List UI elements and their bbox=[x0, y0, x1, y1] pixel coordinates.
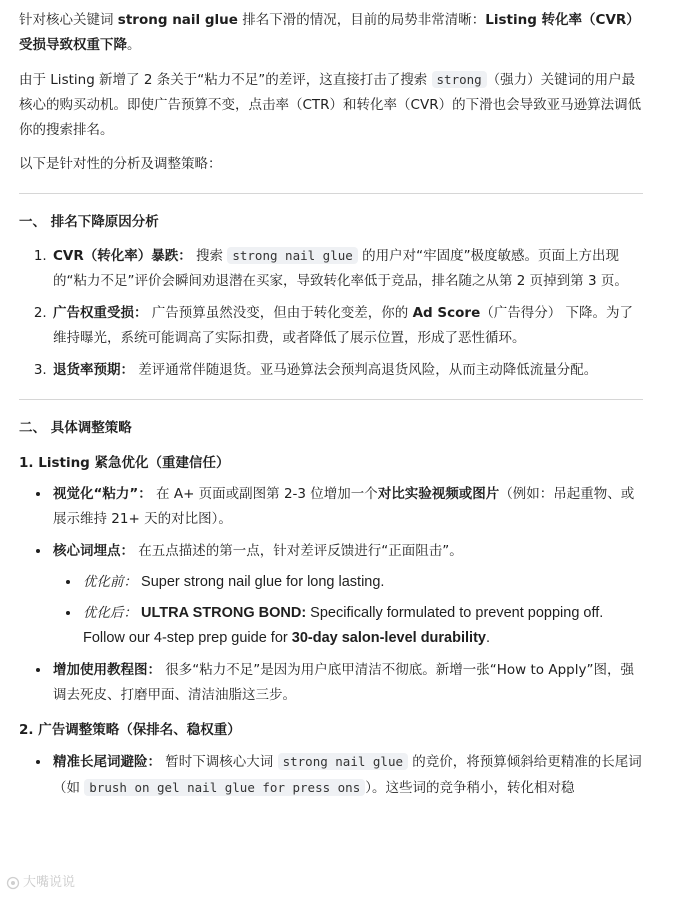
text: 搜索 bbox=[191, 248, 228, 264]
subsection-2-title: 2. 广告调整策略（保排名、稳权重） bbox=[19, 722, 241, 738]
text: 广告预算虽然没变，但由于转化变差，你的 bbox=[147, 305, 413, 321]
list-item bbox=[81, 570, 643, 595]
subsection-2-list bbox=[19, 749, 643, 801]
list-item bbox=[51, 749, 643, 801]
list-item bbox=[81, 601, 643, 651]
inline-code: strong nail glue bbox=[227, 247, 357, 264]
item-bold: ULTRA STRONG BOND: bbox=[137, 605, 307, 621]
text: 的用户对“牢固度”极度敏感。页面上方出现的“粘力不足”评价会瞬间劝退潜在买家，导致转化率低于竞品，排名随之从第 2 页掉到第 3 页。 bbox=[53, 248, 628, 289]
text: （例如：吊起重物、或展示维持 21+ 天的对比图）。 bbox=[53, 486, 635, 527]
watermark bbox=[6, 870, 75, 895]
text: Super strong nail glue for long lasting. bbox=[137, 574, 385, 590]
divider bbox=[19, 193, 643, 194]
document-body bbox=[19, 8, 643, 808]
nested-list bbox=[53, 570, 643, 651]
text: 在五点描述的第一点，针对差评反馈进行“正面阻击”。 bbox=[134, 543, 463, 559]
text: 。 bbox=[127, 37, 141, 53]
list-item bbox=[51, 243, 643, 294]
item-bold: （广告得分） 下降。为了维持曝光，系统可能调高了实际扣费，或者降低了展示位置，形成了恶性循环。 bbox=[53, 305, 634, 346]
item-bold: Ad Score bbox=[412, 305, 481, 321]
item-bold: 精准长尾词避险： bbox=[53, 754, 161, 770]
inline-code: strong bbox=[432, 71, 487, 88]
section-1-list bbox=[19, 243, 643, 383]
section-1-title: 一、 排名下降原因分析 bbox=[19, 214, 159, 230]
section-2-title: 二、 具体调整策略 bbox=[19, 420, 132, 436]
inline-code: strong nail glue bbox=[278, 753, 408, 770]
item-bold: 视觉化“粘力”： bbox=[53, 486, 152, 502]
text: 差评通常伴随退货。亚马逊算法会预判高退货风险，从而主动降低流量分配。 bbox=[134, 362, 598, 378]
text: 的竞价，将预算倾斜给更精准的长尾词（如 bbox=[53, 754, 642, 796]
text: ）。这些词的竞争稍小，转化相对稳 bbox=[365, 780, 575, 796]
text: （强力）关键词的用户最核心的购买动机。即使广告预算不变，点击率（CTR）和转化率（CVR）的下滑也会导致亚马逊算法调低你的搜索排名。 bbox=[19, 72, 642, 138]
watermark-text: 大嘴说说 bbox=[23, 875, 76, 890]
keyword-bold: strong nail glue bbox=[117, 12, 238, 28]
list-item bbox=[51, 539, 643, 651]
intro-paragraph-3: 以下是针对性的分析及调整策略： bbox=[19, 156, 222, 172]
item-bold: 广告权重受损： bbox=[53, 305, 148, 321]
item-bold: 增加使用教程图： bbox=[53, 662, 161, 678]
intro-paragraph-1 bbox=[19, 8, 643, 58]
conclusion-bold: Listing 转化率（CVR）受损导致权重下降 bbox=[19, 12, 640, 53]
text: 在 A+ 页面或副图第 2-3 位增加一个 bbox=[151, 486, 378, 502]
text: 排名下滑的情况，目前的局势非常清晰： bbox=[237, 12, 486, 28]
item-bold: CVR（转化率）暴跌： bbox=[53, 248, 192, 264]
subsection-1-list bbox=[19, 482, 643, 708]
text: 由于 Listing 新增了 2 条关于“粘力不足”的差评，这直接打击了搜索 bbox=[19, 72, 432, 88]
list-item bbox=[51, 358, 643, 383]
text: 针对核心关键词 bbox=[19, 12, 118, 28]
list-item bbox=[51, 658, 643, 708]
subsection-1-title: 1. Listing 紧急优化（重建信任） bbox=[19, 455, 230, 471]
item-bold: 核心词埋点： bbox=[53, 543, 134, 559]
text: . bbox=[485, 630, 490, 646]
label-italic: 优化前： bbox=[83, 574, 137, 590]
watermark-logo-icon bbox=[6, 876, 20, 890]
label-italic: 优化后： bbox=[83, 605, 137, 621]
inline-code: brush on gel nail glue for press ons bbox=[84, 779, 365, 796]
list-item bbox=[51, 482, 643, 532]
item-bold: 对比实验视频或图片 bbox=[377, 486, 500, 502]
intro-paragraph-2 bbox=[19, 67, 643, 143]
item-bold: 30-day salon-level durability bbox=[291, 630, 486, 646]
text: 很多“粘力不足”是因为用户底甲清洁不彻底。新增一张“How to Apply”图，强调去死皮、打磨甲面、清洁油脂这三步。 bbox=[53, 662, 634, 703]
divider bbox=[19, 399, 643, 400]
text: 暂时下调核心大词 bbox=[161, 754, 278, 770]
text: Specifically formulated to prevent popping off. Follow our 4-step prep guide for bbox=[83, 605, 604, 646]
list-item bbox=[51, 301, 643, 351]
item-bold: 退货率预期： bbox=[53, 362, 134, 378]
